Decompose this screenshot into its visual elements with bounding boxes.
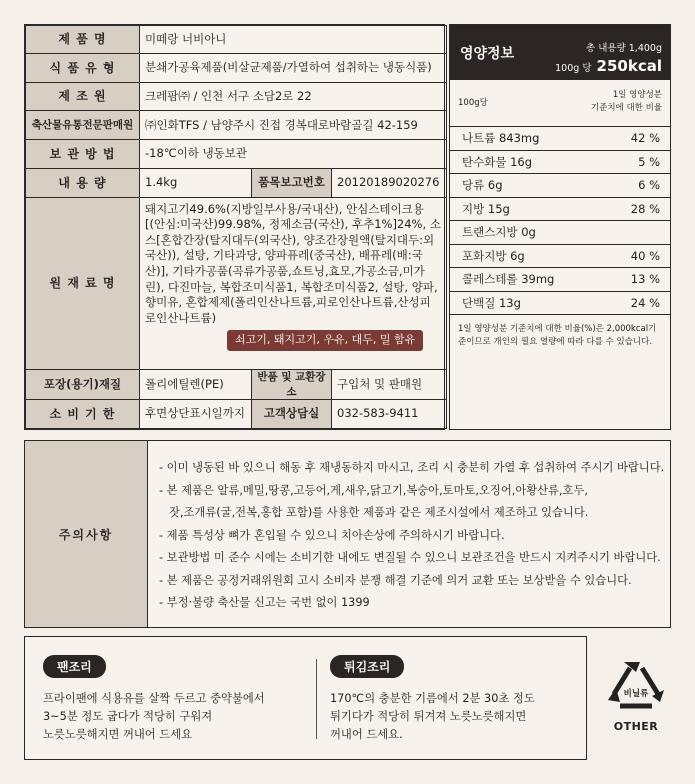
package-label: 포장(용기)재질 [26,369,140,399]
exchange-value: 구입처 및 판매원 [332,369,447,399]
fry-cooking-section [330,655,535,744]
food-type-value: 분쇄가공육제품(비살균제품/가열하여 섭취하는 냉동식품) [140,53,447,82]
ingredients-cell [140,197,447,369]
nutrient-percent: 6 % [638,178,660,193]
fry-cooking-text [330,690,535,744]
expiry-value: 후면상단표시일까지 [140,400,252,429]
nutrition-header [450,25,670,80]
product-info-table [24,24,445,430]
nutrition-per-unit: 100g 당 [555,63,592,74]
food-type-label: 식 품 유 형 [26,53,140,82]
caution-list [159,457,664,615]
nutrition-row [450,151,670,175]
cooking-divider [316,659,317,739]
caution-box [24,440,671,628]
nutrient-percent: 24 % [630,295,660,310]
nutrition-panel [449,24,671,430]
customer-service-value: 032-583-9411 [332,400,447,429]
customer-service-label: 고객상담실 [252,400,332,429]
caution-item: - 이미 냉동된 바 있으니 해동 후 재냉동하지 마시고, 조리 시 충분히 가열 후 섭취하여 주시기 바랍니다. [159,461,665,474]
caution-item: - 제품 특성상 뼈가 혼입될 수 있으니 치아손상에 주의하시기 바랍니다. [159,528,505,542]
storage-label: 보 관 방 법 [26,140,140,169]
cooking-line: 170℃의 충분한 기름에서 2분 30초 정도 [330,692,535,705]
cooking-line: 프라이팬에 식용유를 살짝 두르고 중약불에서 [43,692,265,705]
seller-label: 축산물유통전문판매원 [26,111,140,140]
report-number-value: 20120189020276 [332,169,447,198]
nutrient-name: 트랜스지방 0g [462,225,536,240]
nutrition-row [450,268,670,292]
seller-value: ㈜인화TFS / 남양주시 진접 경복대로바람골길 42-159 [140,111,447,140]
nutrition-row [450,198,670,222]
nutrient-percent: 13 % [630,272,660,287]
fry-cooking-title: 튀김조리 [330,655,404,678]
product-name-label: 제 품 명 [26,26,140,54]
report-number-label: 품목보고번호 [252,169,332,198]
exchange-label: 반품 및 교환장소 [252,369,332,399]
nutrition-col-right-line1: 1일 영양성분 [612,90,662,100]
nutrient-percent: 28 % [630,201,660,216]
cooking-box [24,636,587,760]
caution-item: - 본 제품은 공정거래위원회 고시 소비자 분쟁 해결 기준에 의거 교환 또는 보상받을 수 있습니다. [159,573,632,587]
nutrition-kcal: 250kcal [596,57,662,75]
nutrient-name: 당류 6g [462,178,503,193]
recycle-material: 비닐류 [623,689,649,699]
recycle-mark [600,660,672,740]
nutrient-name: 나트륨 843mg [462,131,540,146]
nutrient-name: 단백질 13g [462,295,521,310]
nutrient-name: 포화지방 6g [462,248,525,263]
caution-item: 잣,조개류(굴,전복,홍합 포함)를 사용한 제품과 같은 제조시설에서 제조하고 있습니다. [169,506,589,519]
recycle-label: OTHER [613,720,659,733]
cooking-line: 튀기다가 적당히 튀겨져 노릇노릇해지면 [330,710,527,723]
nutrient-percent: 40 % [630,248,660,263]
nutrient-percent: 5 % [638,154,660,169]
expiry-label: 소 비 기 한 [26,400,140,429]
manufacturer-value: 크레팜㈜ / 인천 서구 소담2로 22 [140,82,447,111]
pan-cooking-text [43,690,265,744]
nutrient-percent: 42 % [630,131,660,146]
nutrition-total-volume: 총 내용량 1,400g [586,43,662,54]
nutrition-col-left: 100g당 [458,98,488,108]
nutrition-col-right [591,89,662,115]
ingredients-label: 원 재 료 명 [26,197,140,369]
volume-label: 내 용 량 [26,169,140,198]
nutrition-rows [450,127,670,315]
pan-cooking-section [43,655,265,744]
storage-value: -18℃이하 냉동보관 [140,140,447,169]
nutrient-name: 탄수화물 16g [462,154,533,169]
caution-item: - 본 제품은 알류,메밀,땅콩,고등어,게,새우,닭고기,복숭아,토마토,오징어,아황산류,호두, [159,483,588,497]
cooking-line: 꺼내어 드세요. [330,728,403,741]
caution-item: - 보관방법 미 준수 시에는 소비기한 내에도 변질될 수 있으니 보관조건을 반드시 지켜주시기 바랍니다. [159,551,661,564]
pan-cooking-title: 팬조리 [43,655,106,678]
nutrition-row [450,245,670,269]
nutrition-row [450,127,670,151]
manufacturer-label: 제 조 원 [26,82,140,111]
nutrition-row [450,174,670,198]
nutrition-footnote: 1일 영양성분 기준치에 대한 비율(%)은 2,000kcal기준이므로 개인의 필요 열량에 따라 다를 수 있습니다. [458,324,657,348]
caution-item: - 부정·불량 축산물 신고는 국번 없이 1399 [159,596,370,609]
nutrient-name: 콜레스테롤 39mg [462,272,555,287]
nutrition-row [450,292,670,316]
package-value: 폴리에틸렌(PE) [140,369,252,399]
nutrition-per-line [555,57,662,75]
nutrition-column-header [450,80,670,127]
ingredients-value: 돼지고기49.6%(지방일부사용/국내산), 안심스테이크용[(안심:미국산)99.98%, 정제소금(국산), 후추1%]24%, 소스[혼합간장(탈지대두(외국산), 양조간장원액(탈지대두:외국산)), 설탕, 기타과당, 양파퓨레(중국산), 배퓨레(배:국산)], 기타가공품(곡류가공품,쇼트닝,효모,가공소금,미가린), 다진마늘, 복합조미식품1, 복합조미식품2, 설탕, 양파, 향미유, 혼합제제(폴리인산나트륨,피로인산나트륨,산성피로인산나트륨) [145,201,441,325]
product-name-value: 미떼랑 너비아니 [140,26,447,54]
allergy-badge: 쇠고기, 돼지고기, 우유, 대두, 밀 함유 [227,330,423,351]
nutrition-row [450,221,670,245]
volume-value: 1.4kg [140,169,252,198]
nutrient-name: 지방 15g [462,201,510,216]
nutrition-col-right-line2: 기준치에 대한 비율 [590,102,662,113]
caution-label: 주의사항 [25,441,148,627]
cooking-line: 3~5분 정도 굽다가 적당히 구워져 [43,710,213,723]
cooking-line: 노릇노릇해지면 꺼내어 드세요 [43,728,193,741]
nutrition-title: 영양정보 [460,46,515,62]
